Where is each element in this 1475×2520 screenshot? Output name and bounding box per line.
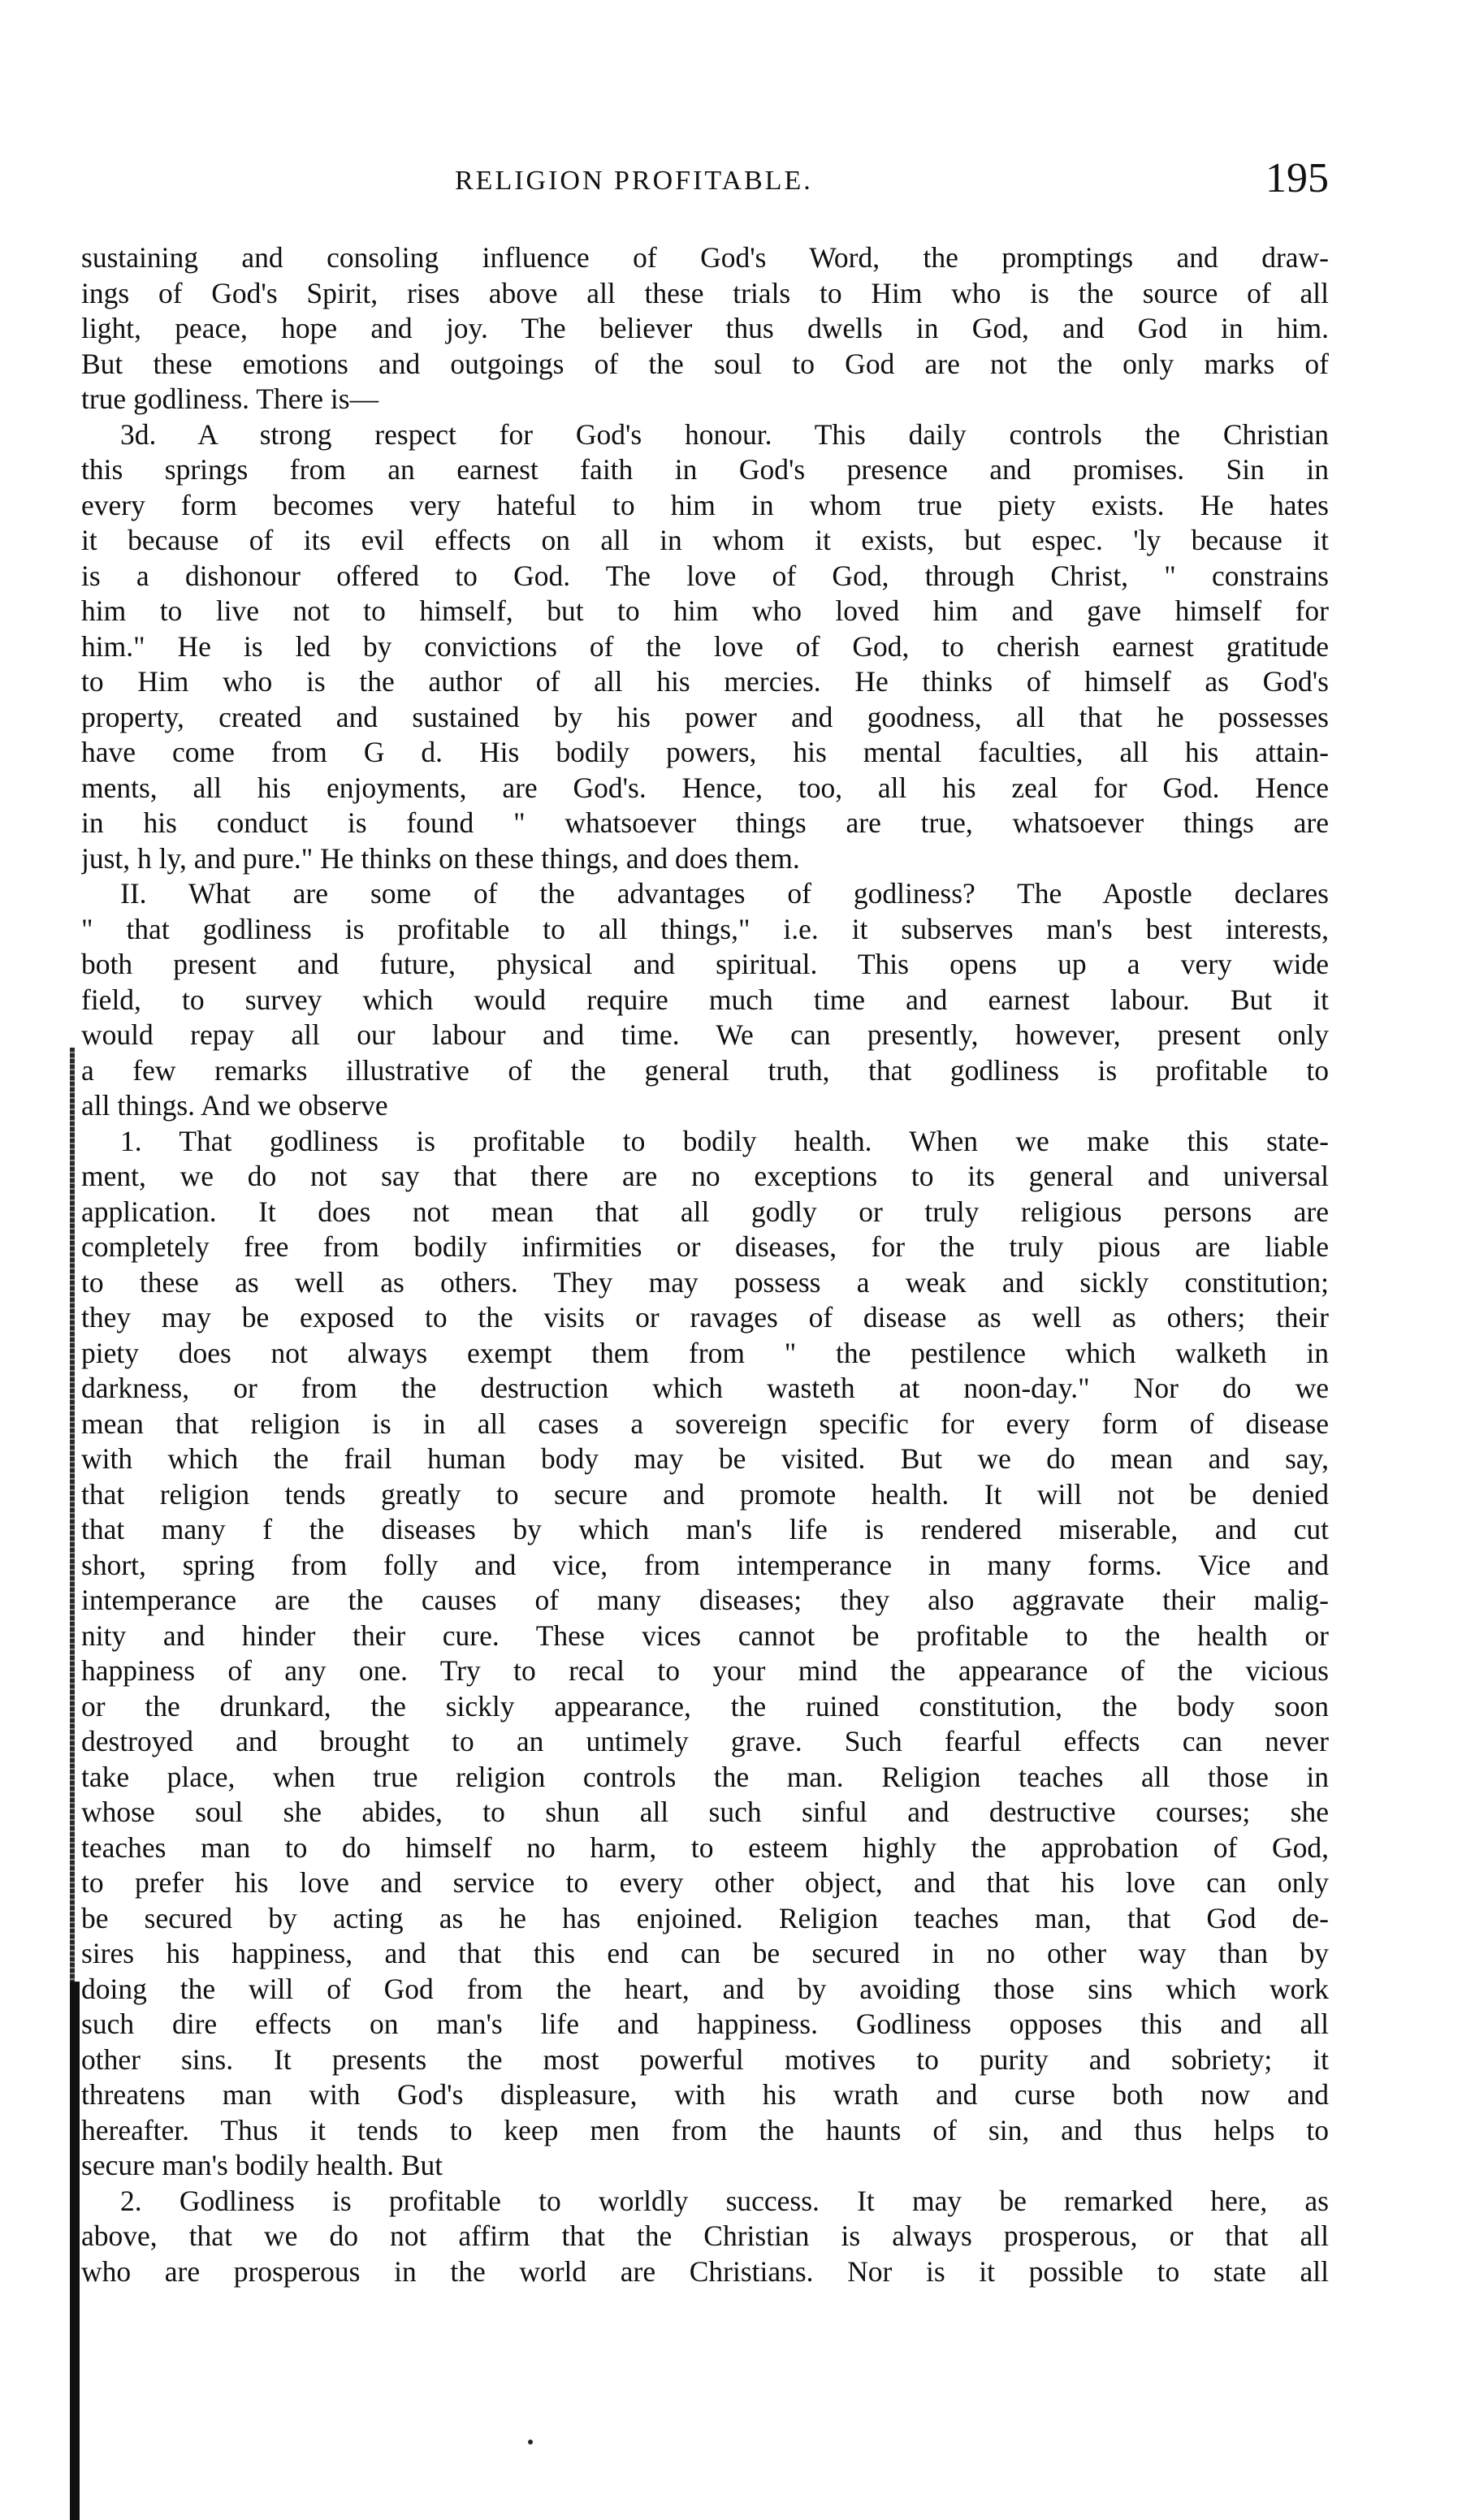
text-line: every form becomes very hateful to him in whom true piety exists. He hates — [81, 488, 1329, 521]
text-line: darkness, or from the destruction which wasteth at noon-day." Nor do we — [81, 1372, 1329, 1404]
page-binding-shadow — [70, 1982, 80, 2520]
text-line: just, h ly, and pure." He thinks on these things, and does them. — [81, 841, 800, 875]
text-line: destroyed and brought to an untimely grave. Such fearful effects can never — [81, 1725, 1329, 1757]
text-line: be secured by acting as he has enjoined. Religion teaches man, that God de- — [81, 1901, 1329, 1934]
text-line: 3d. A strong respect for God's honour. This daily controls the Christian — [120, 417, 1329, 451]
text-line: doing the will of God from the heart, and by avoiding those sins which work — [81, 1972, 1329, 2005]
text-line: this springs from an earnest faith in God's presence and promises. Sin in — [81, 453, 1329, 486]
text-line: with which the frail human body may be visited. But we do mean and say, — [81, 1442, 1329, 1475]
text-line: that religion tends greatly to secure and promote health. It will not be denied — [81, 1477, 1329, 1511]
text-line: to Him who is the author of all his mercies. He thinks of himself as God's — [81, 665, 1329, 698]
text-line: But these emotions and outgoings of the soul to God are not the only marks of — [81, 347, 1329, 380]
text-line: intemperance are the causes of many diseases; they also aggravate their malig- — [81, 1584, 1329, 1616]
text-line: ment, we do not say that there are no exceptions to its general and universal — [81, 1160, 1329, 1192]
text-line: light, peace, hope and joy. The believer thus dwells in God, and God in him. — [81, 312, 1329, 344]
text-line: it because of its evil effects on all in whom it exists, but espec. 'ly because it — [81, 524, 1329, 556]
body-text — [81, 240, 1329, 2289]
text-line: piety does not always exempt them from " the pestilence which walketh in — [81, 1336, 1329, 1369]
text-line: sires his happiness, and that this end can be secured in no other way than by — [81, 1937, 1329, 1969]
page-header — [81, 154, 1329, 203]
text-line: that many f the diseases by which man's life is rendered miserable, and cut — [81, 1513, 1329, 1545]
text-line: threatens man with God's displeasure, with his wrath and curse both now and — [81, 2078, 1329, 2111]
running-title: RELIGION PROFITABLE. — [455, 166, 813, 196]
text-line: nity and hinder their cure. These vices cannot be profitable to the health or — [81, 1619, 1329, 1652]
printer-mark — [528, 2440, 533, 2444]
text-line: to these as well as others. They may possess a weak and sickly constitution; — [81, 1265, 1329, 1299]
text-line: property, created and sustained by his power and goodness, all that he possesses — [81, 700, 1329, 733]
text-line: mean that religion is in all cases a sovereign specific for every form of disease — [81, 1407, 1329, 1440]
text-line: hereafter. Thus it tends to keep men from the haunts of sin, and thus helps to — [81, 2113, 1329, 2146]
text-line: him." He is led by convictions of the love of God, to cherish earnest gratitude — [81, 629, 1329, 663]
text-line: all things. And we observe — [81, 1089, 388, 1122]
text-line: above, that we do not affirm that the Christian is always prosperous, or that all — [81, 2220, 1329, 2252]
text-line: to prefer his love and service to every other object, and that his love can only — [81, 1866, 1329, 1899]
text-line: is a dishonour offered to God. The love of God, through Christ, " constrains — [81, 559, 1329, 592]
text-line: true godliness. There is— — [81, 383, 379, 415]
text-line: him to live not to himself, but to him who loved him and gave himself for — [81, 594, 1329, 627]
text-line: completely free from bodily infirmities or diseases, for the truly pious are liable — [81, 1230, 1329, 1263]
text-line: in his conduct is found " whatsoever things are true, whatsoever things are — [81, 806, 1329, 839]
text-line: sustaining and consoling influence of God's Word, the promptings and draw- — [81, 241, 1329, 274]
text-line: or the drunkard, the sickly appearance, the ruined constitution, the body soon — [81, 1689, 1329, 1723]
text-line: ments, all his enjoyments, are God's. Hence, too, all his zeal for God. Hence — [81, 771, 1329, 804]
text-line: a few remarks illustrative of the general truth, that godliness is profitable to — [81, 1053, 1329, 1087]
text-line: secure man's bodily health. But — [81, 2149, 443, 2181]
text-line: field, to survey which would require much time and earnest labour. But it — [81, 983, 1329, 1016]
text-line: such dire effects on man's life and happiness. Godliness opposes this and all — [81, 2008, 1329, 2040]
text-line: short, spring from folly and vice, from intemperance in many forms. Vice and — [81, 1548, 1329, 1581]
text-line: II. What are some of the advantages of godliness? The Apostle declares — [120, 877, 1329, 910]
text-line: happiness of any one. Try to recal to your mind the appearance of the vicious — [81, 1654, 1329, 1687]
text-line: other sins. It presents the most powerful motives to purity and sobriety; it — [81, 2042, 1329, 2076]
text-line: both present and future, physical and spiritual. This opens up a very wide — [81, 948, 1329, 980]
text-line: who are prosperous in the world are Christians. Nor is it possible to state all — [81, 2254, 1329, 2288]
text-line: they may be exposed to the visits or ravages of disease as well as others; their — [81, 1301, 1329, 1333]
text-line: 1. That godliness is profitable to bodily health. When we make this state- — [120, 1124, 1329, 1157]
text-line: ings of God's Spirit, rises above all these trials to Him who is the source of all — [81, 276, 1329, 309]
text-line: teaches man to do himself no harm, to esteem highly the approbation of God, — [81, 1831, 1329, 1864]
text-line: 2. Godliness is profitable to worldly success. It may be remarked here, as — [120, 2184, 1329, 2217]
text-line: would repay all our labour and time. We can presently, however, present only — [81, 1018, 1329, 1051]
text-line: take place, when true religion controls the man. Religion teaches all those in — [81, 1760, 1329, 1793]
text-line: application. It does not mean that all godly or truly religious persons are — [81, 1195, 1329, 1228]
text-line: have come from G d. His bodily powers, his mental faculties, all his attain- — [81, 736, 1329, 768]
text-line: whose soul she abides, to shun all such sinful and destructive courses; she — [81, 1796, 1329, 1828]
page-number: 195 — [1265, 155, 1329, 201]
text-line: " that godliness is profitable to all things," i.e. it subserves man's best interests, — [81, 912, 1329, 945]
